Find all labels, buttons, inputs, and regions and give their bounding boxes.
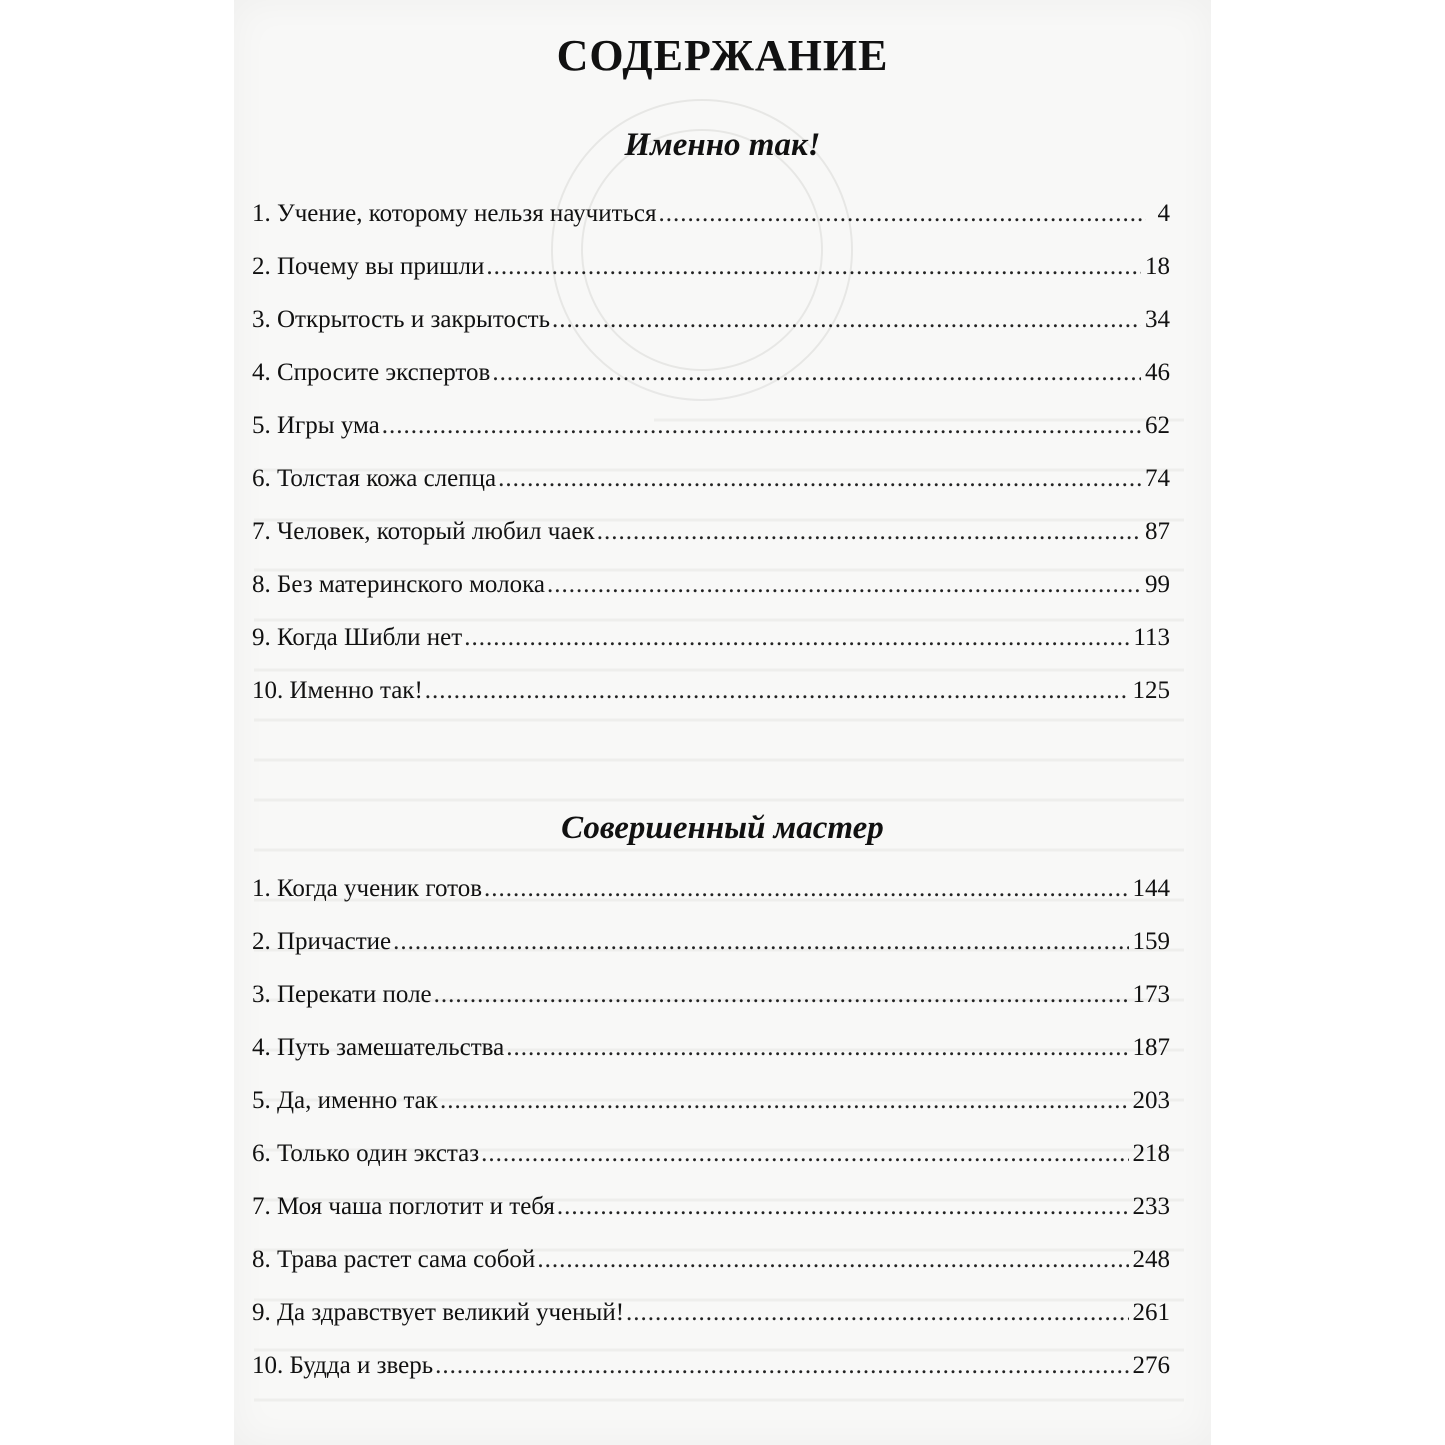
toc-entry[interactable] bbox=[252, 875, 1170, 928]
toc-entry-title: 2. Почему вы пришли bbox=[252, 253, 485, 280]
toc-entry[interactable] bbox=[252, 200, 1170, 253]
toc-entry-title: 2. Причастие bbox=[252, 928, 392, 955]
toc-entry[interactable] bbox=[252, 1193, 1170, 1246]
dot-leader bbox=[382, 412, 1141, 440]
toc-entry[interactable] bbox=[252, 1140, 1170, 1193]
toc-entry-page: 62 bbox=[1145, 412, 1170, 439]
dot-leader bbox=[435, 1352, 1128, 1380]
dot-leader bbox=[486, 253, 1141, 281]
toc-entry-page: 218 bbox=[1132, 1140, 1170, 1167]
toc-entry-title: 9. Когда Шибли нет bbox=[252, 624, 463, 651]
toc-entry-page: 173 bbox=[1132, 981, 1170, 1008]
toc-entry-title: 8. Без материнского молока bbox=[252, 571, 545, 598]
toc-entry-title: 10. Именно так! bbox=[252, 677, 423, 704]
toc-entry[interactable] bbox=[252, 1034, 1170, 1087]
toc-entry[interactable] bbox=[252, 928, 1170, 981]
toc-entry-title: 4. Путь замешательства bbox=[252, 1034, 505, 1061]
toc-entry-page: 46 bbox=[1145, 359, 1170, 386]
toc-entry-page: 159 bbox=[1132, 928, 1170, 955]
toc-section-list bbox=[252, 875, 1170, 1405]
toc-entry-title: 10. Будда и зверь bbox=[252, 1352, 434, 1379]
toc-entry[interactable] bbox=[252, 1246, 1170, 1299]
toc-entry[interactable] bbox=[252, 253, 1170, 306]
toc-entry-page: 34 bbox=[1145, 306, 1170, 333]
dot-leader bbox=[484, 875, 1128, 903]
toc-entry-title: 6. Только один экстаз bbox=[252, 1140, 480, 1167]
toc-entry-page: 233 bbox=[1132, 1193, 1170, 1220]
toc-entry-page: 144 bbox=[1132, 875, 1170, 902]
toc-entry-page: 276 bbox=[1132, 1352, 1170, 1379]
toc-entry-page: 74 bbox=[1145, 465, 1170, 492]
dot-leader bbox=[537, 1246, 1128, 1274]
page-title: СОДЕРЖАНИЕ bbox=[556, 31, 889, 80]
toc-entry-title: 1. Когда ученик готов bbox=[252, 875, 483, 902]
dot-leader bbox=[434, 981, 1129, 1009]
dot-leader bbox=[552, 306, 1141, 334]
toc-entry-title: 5. Игры ума bbox=[252, 412, 380, 439]
toc-entry[interactable] bbox=[252, 412, 1170, 465]
section-heading: Именно так! bbox=[624, 127, 821, 163]
dot-leader bbox=[626, 1299, 1128, 1327]
toc-entry-title: 9. Да здравствует великий ученый! bbox=[252, 1299, 625, 1326]
toc-entry-title: 1. Учение, которому нельзя научиться bbox=[252, 200, 657, 227]
dot-leader bbox=[464, 624, 1129, 652]
toc-entry-title: 7. Моя чаша поглотит и тебя bbox=[252, 1193, 555, 1220]
toc-entry-page: 203 bbox=[1132, 1087, 1170, 1114]
toc-entry-page: 18 bbox=[1145, 253, 1170, 280]
toc-entry-page: 125 bbox=[1132, 677, 1170, 704]
dot-leader bbox=[498, 465, 1141, 493]
toc-entry[interactable] bbox=[252, 677, 1170, 730]
toc-entry[interactable] bbox=[252, 1087, 1170, 1140]
dot-leader bbox=[492, 359, 1141, 387]
toc-entry-title: 8. Трава растет сама собой bbox=[252, 1246, 536, 1273]
dot-leader bbox=[481, 1140, 1128, 1168]
toc-entry[interactable] bbox=[252, 624, 1170, 677]
dot-leader bbox=[547, 571, 1141, 599]
toc-entry[interactable] bbox=[252, 306, 1170, 359]
toc-entry-title: 3. Перекати поле bbox=[252, 981, 432, 1008]
toc-entry-title: 5. Да, именно так bbox=[252, 1087, 438, 1114]
toc-entry-title: 4. Спросите экспертов bbox=[252, 359, 491, 386]
toc-entry-page: 248 bbox=[1132, 1246, 1170, 1273]
toc-entry[interactable] bbox=[252, 465, 1170, 518]
toc-entry-title: 3. Открытость и закрытость bbox=[252, 306, 550, 333]
table-of-contents bbox=[234, 0, 1211, 1445]
toc-entry[interactable] bbox=[252, 571, 1170, 624]
dot-leader bbox=[425, 677, 1129, 705]
toc-entry-page: 187 bbox=[1132, 1034, 1170, 1061]
toc-section-list bbox=[252, 200, 1170, 730]
toc-entry-page: 4 bbox=[1157, 200, 1170, 227]
dot-leader bbox=[506, 1034, 1128, 1062]
toc-entry-title: 6. Толстая кожа слепца bbox=[252, 465, 497, 492]
toc-entry-page: 99 bbox=[1145, 571, 1170, 598]
toc-entry-title: 7. Человек, который любил чаек bbox=[252, 518, 595, 545]
dot-leader bbox=[659, 200, 1146, 228]
dot-leader bbox=[440, 1087, 1129, 1115]
toc-entry[interactable] bbox=[252, 981, 1170, 1034]
dot-leader bbox=[597, 518, 1141, 546]
dot-leader bbox=[393, 928, 1128, 956]
toc-entry[interactable] bbox=[252, 359, 1170, 412]
toc-entry[interactable] bbox=[252, 1352, 1170, 1405]
toc-entry[interactable] bbox=[252, 1299, 1170, 1352]
toc-entry[interactable] bbox=[252, 518, 1170, 571]
toc-entry-page: 113 bbox=[1133, 624, 1170, 651]
toc-entry-page: 261 bbox=[1132, 1299, 1170, 1326]
toc-entry-page: 87 bbox=[1145, 518, 1170, 545]
dot-leader bbox=[557, 1193, 1129, 1221]
section-heading: Совершенный мастер bbox=[561, 810, 884, 846]
